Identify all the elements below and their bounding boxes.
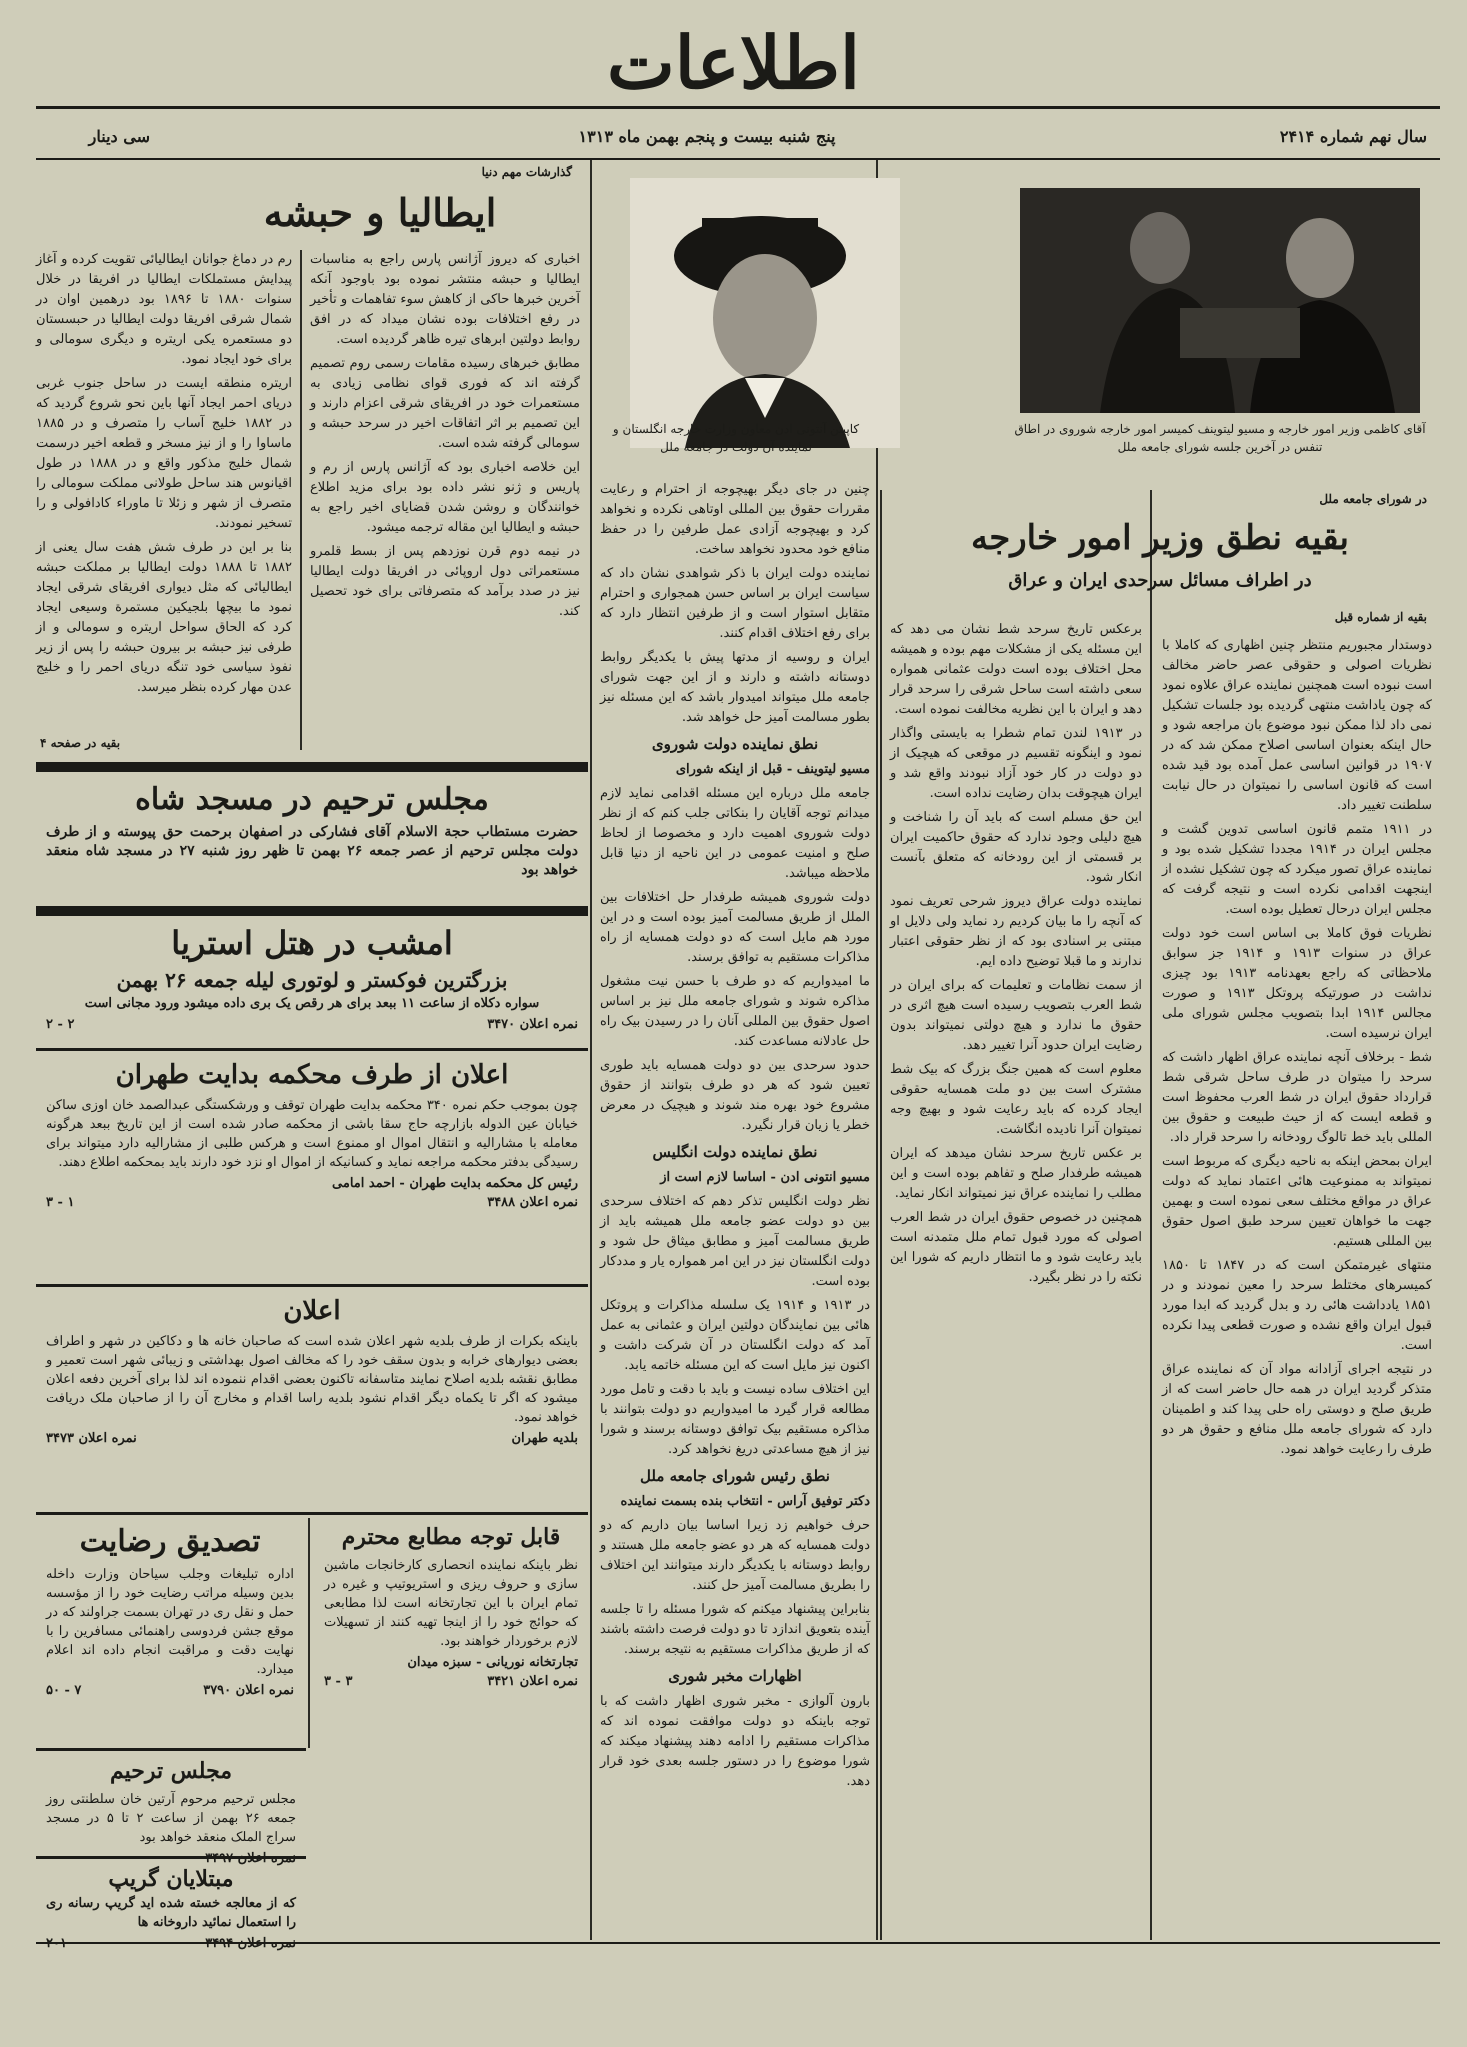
ad-court-notice [36,1054,588,1280]
ad-tasdiq-body: اداره تبلیغات وجلب سیاحان وزارت داخله بدین وسیله مراتب رضایت خود را از مؤسسه حمل و نقل ری در تهران بسمت جراولند که در موقع جشن فردوسی راهنمائی مسافرین را با نهایت دقت و مراقبت انجام داده اند اعلام میدارد. [46,1567,294,1677]
ad-astoria-code: ۲ - ۲ [46,1017,75,1032]
column-rule [880,490,882,1940]
ad-printing-body: نظر باینکه نماینده انحصاری کارخانجات ماشین سازی و حروف ریزی و استریوتیپ و غیره در تمام ایران با این تجارتخانه است لذا مطابعی که حوائج خود را از اینجا تهیه کنند از تسهیلات لازم برخوردار خواهند بود. [324,1558,578,1649]
council-president-heading: نطق رئیس شورای جامعه ملل [640,1467,830,1485]
photo-ministers-caption: آقای کاظمی وزیر امور خارجه و مسیو لیتوینف کمیسر امور خارجه شوروی در اطاق تنفس در آخرین جلسه شورای جامعه ملل [1014,422,1426,454]
page-bottom-rule [36,1942,1440,1944]
ad-rule [36,1748,306,1751]
eden-portrait-image [630,178,900,448]
speech-column-1: دوستدار مجبوریم منتظر چنین اظهاری که کاملا با نظریات اصولی و حقوقی عصر حاضر مخالف است نبوده است همچنین نماینده عراق علاوه نمود که چون یاداشت منتهی گردیده بود جلسات تشکیل نمی داد لذا ممکن نبود موضوع بان مراجعه شود و حال اینکه بعنوان اساسی اصلاح ممکن شد که در ۱۹۰۷ در قوانین اساسی عمل آمده بود قید شده است که قانون اساسی را نمیتوان در حال نیابت سلطنت تغییر داد. در ۱۹۱۱ متمم قانون اساسی تدوین گشت و مجلس ایران در ۱۹۱۴ مجددا تشکیل شده بود و نماینده عراق تصور میکرد که چون تشکیل نشده از اینجهت اقدامی نکرده است و نتیجه گرفت که مجلس ایران درحال تعطیل بوده است. نظریات فوق کاملا بی اساس است خود دولت عراق در سنوات ۱۹۱۳ و ۱۹۱۴ جز سوابق ملاحظاتی که راجع بعهدنامه ۱۹۱۳ بود چیزی نداشت در صورتیکه پروتکل ۱۹۱۳ و صورت مجالس ۱۹۱۴ ابدا بتصویب مجلس شورای ملی ایران نرسیده است. شط - برخلاف آنچه نماینده عراق اظهار داشت که سرحد را میتوان در طرف ساحل شرقی شط قرارداد حقوق ایران در شط العرب محفوظ است و قطعه ایست که از حیث طبیعت و حقوق بین المللی باید خط تالوگ رودخانه را سرحد قرار داد. ایران بمحض اینکه به ناحیه دیگری که مربوط است نمیتواند به ممنوعیت هائی اعتماد نماید که دولت عراق در مواقع مختلف سعی نموده است و بهمین جهت ما خواهان تعیین سرحد طبق اصول حقوق بین المللی هستیم. منتهای غیرمتمکن است که در ۱۸۴۷ تا ۱۸۵۰ کمیسرهای مختلط سرحد را معین نمودند و در ۱۸۵۱ یادداشت هائی رد و بدل گردید که ابدا مورد قبول ایران واقع نشده و صورت قطعی پیدا نکرده است. در نتیجه اجرای آزادانه مواد آن که نماینده عراق متذکر گردید ایران در همه حال حاضر است که از طریق صلح و دوستی راه حلی پیدا کند و اطمینان دارد که شورای جامعه ملل منافع و حقوق هر دو طرف را رعایت خواهد نمود. [1162,638,1433,1457]
column-rule [1150,490,1152,1940]
ad-grippe [36,1860,306,1944]
speech-section-label: در شورای جامعه ملل [1319,492,1427,506]
ad-notice-number: نمره اعلان ۳۴۷۳ [46,1431,137,1446]
speech-column-2: برعکس تاریخ سرحد شط نشان می دهد که این مسئله یکی از مشکلات مهم بوده و همیشه محل اختلاف بوده است دولت عثمانی همواره سعی داشته است ساحل شرقی را سرحد قرار دهد و ایران با این نظریه مخالفت نموده است. در ۱۹۱۳ لندن تمام شطرا به بایستی واگذار نمود و اینگونه تقسیم در موقعی که هیچیک از دو دولت در کار خود آزاد نبودند واقع شد و ایران هیچوقت بدان رضایت نداده است. این حق مسلم است که باید آن را شناخت و هیچ دلیلی وجود ندارد که حقوق حاکمیت ایران بر قسمتی از این رودخانه که متعلق بآنست انکار شود. نماینده دولت عراق دیروز شرحی تعریف نمود که آنچه را ما بیان کردیم رد نماید ولی دلایل او مبتنی بر اسنادی بود که از نظر حقوقی اعتبار ندارند و ما قبلا توضیح داده ایم. از سمت نظامات و تعلیمات که برای ایران در شط العرب بتصویب رسیده است هیچ اثری در حقوق ما ندارد و هیچ دولتی نمیتواند بدون رضایت ایران حدود آنرا تغییر دهد. معلوم است که همین جنگ بزرگ که بیک شط مشترک است بین دو ملت همسایه حقوقی ایجاد کرده که باید رعایت شود و بهیچ وجه نمیتوان آنرا نادیده انگاشت. بر عکس تاریخ سرحد نشان میدهد که ایران همیشه طرفدار صلح و تفاهم بوده است و این مطلب را نماینده عراق نیز نمیتواند انکار نماید. همچنین در خصوص حقوق ایران در شط العرب اصولی که مورد قبول تمام ملل متمدنه است باید رعایت شود و ما انتظار داریم که شورا این نکته را در نظر بگیرد. [890,622,1143,1285]
volume-number: سال نهم شماره ۲۴۱۴ [1279,126,1427,146]
soviet-column: چنین در جای دیگر بهیچوجه از احترام و رعایت مقررات حقوق بین المللی اوتاهی نکرده و نخواهد کرد و بهیچوجه آزادی عمل طرفین را در حفظ منافع خود محدود نخواهد ساخت. نماینده دولت ایران با ذکر شواهدی نشان داد که سیاست ایران بر اساس حسن همجواری و احترام متقابل استوار است و از طرفین انتظار دارد که برای رفع اختلاف اقدام کنند. ایران و روسیه از مدتها پیش با یکدیگر روابط دوستانه داشته و دارند و از این جهت شورای جامعه ملل میتواند امیدوار باشد که این مسئله نیز بطور مسالمت آمیز حل خواهد شد. نطق نماینده دولت شوروی مسیو لیتوینف - قبل از اینکه شورای جامعه ملل درباره این مسئله اقدامی نماید لازم میدانم توجه آقایان را بنکاتی جلب کنم که از نظر دولت شوروی اهمیت دارد و مخصوصا از لحاظ صلح و امنیت عمومی در این ناحیه از دنیا قابل ملاحظه میباشد. دولت شوروی همیشه طرفدار حل اختلافات بین الملل از طریق مسالمت آمیز بوده است و در این مورد هم مایل است که دو دولت همسایه از راه مذاکرات مستقیم به توافق برسند. ما امیدواریم که دو طرف با حسن نیت مشغول مذاکره شوند و شورای جامعه ملل نیز بر اساس اصول حقوق بین المللی آنان را در رسیدن بیک راه حل عادلانه مساعدت کند. حدود سرحدی بین دو دولت همسایه باید طوری تعیین شود که هر دو طرف بتوانند از حقوق مشروع خود بهره مند شوند و هیچیک در معرض خطر یا زیان قرار نگیرد. نطق نماینده دولت انگلیس مسیو انتونی ادن - اساسا لازم است از نظر دولت انگلیس تذکر دهم که اختلاف سرحدی بین دو دولت عضو جامعه ملل همیشه باید از طریق مسالمت آمیز و مطابق میثاق حل شود و دولت انگلستان نیز در این امر همواره یار و مددکار بوده است. در ۱۹۱۳ و ۱۹۱۴ یک سلسله مذاکرات و پروتکل هائی بین نمایندگان دولتین ایران و عثمانی به عمل آمد که دولت انگلستان در آن شرکت داشت و اکنون نیز مایل است که این مسئله خاتمه یابد. این اختلاف ساده نیست و باید با دقت و تامل مورد مطالعه قرار گیرد ما امیدواریم دو دولت بتوانند با مذاکره مستقیم بیک توافق دوستانه برسند و شورا نیز از هیچ مساعدتی دریغ نخواهد کرد. نطق رئیس شورای جامعه ملل دکتر توفیق آراس - انتخاب بنده بسمت نماینده حرف خواهیم زد زیرا اساسا بیان داریم که دو دولت همسایه که هر دو عضو جامعه ملل هستند و روابط دوستانه با یکدیگر دارند میتوانند این اختلاف را بطریق مسالمت آمیز حل کنند. بنابراین پیشنهاد میکنم که شورا مسئله را تا جلسه آینده بتعویق اندازد تا دو دولت فرصت داشته باشند که از طریق مذاکرات مستقیم به نتیجه برسند. اظهارات مخبر شوری بارون آلوازی - مخبر شوری اظهار داشت که با توجه باینکه دو دولت موافقت نموده اند که مذاکرات مستقیم را ادامه دهند پیشنهاد میکند که شورا موضوع را در دستور جلسه بعدی خود قرار دهد. [600,482,870,1789]
italy-headline: ایطالیا و حبشه [263,190,497,235]
ad-municipality-notice [36,1290,588,1510]
photo-eden [630,178,900,448]
ad-astoria [36,918,588,1046]
council-president-speaker: دکتر توفیق آراس - انتخاب بنده بسمت نماینده [620,1494,870,1509]
ad-astoria-number: نمره اعلان ۳۴۷۰ [487,1017,578,1032]
issue-price: سی دینار [88,126,150,146]
masthead-title: اطلاعات [607,20,860,105]
ad-court-signature: رئیس کل محکمه بدایت طهران - احمد امامی [332,1176,578,1191]
speech-headline: بقیه نطق وزیر امور خارجه [971,518,1349,558]
ad-astoria-body: سواره دکلاه از ساعت ۱۱ ببعد برای هر رقص یک بری داده میشود ورود مجانی است [84,996,540,1011]
ministers-photo-image [1020,188,1420,413]
ad-grippe-title: مبتلایان گریپ [108,1866,234,1892]
ad-mosque-body: حضرت مستطاب حجة الاسلام آقای فشارکی در اصفهان برحمت حق پیوسته و از طرف دولت مجلس ترحیم از عصر جمعه ۲۶ بهمن تا ظهر روز شنبه ۲۷ در مسجد شاه منعقد خواهد بود [46,824,579,878]
ad-rule [36,1512,588,1515]
ad-tasdiq [36,1518,304,1744]
ad-rule [36,1856,306,1859]
masthead-rule-top [36,106,1440,109]
ad-grippe-body: که از معالجه خسته شده اید گریپ رسانه ری را استعمال نمائید داروخانه ها [46,1896,296,1930]
column-rule [590,160,592,1940]
ad-printing-code: ۳ - ۳ [324,1674,353,1689]
british-speech-heading: نطق نماینده دولت انگلیس [652,1143,818,1161]
ad-court-code: ۱ - ۳ [46,1195,75,1210]
ad-mosque-memorial [36,776,588,902]
ad-notice-body: باینکه بکرات از طرف بلدیه شهر اعلان شده است که صاحبان خانه ها و دکاکین در شهر و اطراف بعضی دیوارهای خرابه و بدون سقف خود را که مخالف اصول بهداشتی و زیبائی شهر است تعمیر و مطابق نقشه بلدیه اصلاح نمایند متاسفانه تاکنون بعضی اقدام ننموده اند لذا برای آخرین دفعه اعلان میشود که اگر تا یکماه دیگر اقدام نشود بلدیه راسا اقدام و مخارج آن را از صاحبان ملک دریافت خواهد نمود. [46,1334,578,1425]
ad-rule [36,906,588,916]
ad-court-title: اعلان از طرف محکمه بدایت طهران [115,1060,509,1090]
masthead-rule-bottom [36,158,1440,160]
issue-date: پنج شنبه بیست و پنجم بهمن ماه ۱۳۱۳ [578,126,836,146]
ad-astoria-title: امشب در هتل استریا [171,924,453,962]
british-speaker: مسیو انتونی ادن - اساسا لازم است از [660,1170,870,1185]
ad-notice-title: اعلان [283,1296,341,1326]
column-rule [300,250,302,750]
ad-astoria-subtitle: بزرگترین فوکستر و لوتوری لیله جمعه ۲۶ بهمن [116,968,508,992]
photo-eden-caption: کاپیتن آنتونی ادن معاون وزارت خارجه انگلستان و نماینده آن دولت در جامعه ملل [612,422,860,454]
ad-printing [314,1518,588,1744]
soviet-speaker: مسیو لیتوینف - قبل از اینکه شورای [675,762,870,777]
ad-tarhim-body: مجلس ترحیم مرحوم آرتین خان سلطنتی روز جمعه ۲۶ بهمن از ساعت ۲ تا ۵ در مسجد سراج الملک منعقد خواهد بود [46,1792,296,1845]
ad-court-number: نمره اعلان ۳۴۸۸ [487,1195,578,1210]
ad-notice-signature: بلدیه طهران [511,1431,578,1446]
ad-court-body: چون بموجب حکم نمره ۳۴۰ محکمه بدایت طهران توقف و ورشکستگی عبدالصمد خان اوزی ساکن خیابان عین الدوله بازارچه حاج سقا باشی از محکمه صادر شده است از این تاریخ ببعد هرگونه معامله با مشارالیه و انتقال اموال او ممنوع است و هرکس طلبی از مشارالیه دارد میتواند برای رسیدگی بدفتر محکمه مراجعه نماید و کسانیکه از اموال او نزد خود دارند باید بمحکمه اطلاع دهند. [46,1098,578,1170]
ad-tarhim [36,1752,306,1852]
column-rule [308,1518,310,1748]
italy-section-label: گذارشات مهم دنیا [481,165,572,179]
italy-column-left: رم در دماغ جوانان ایطالیائی تقویت کرده و آغاز پیدایش مستملکات ایطالیا در افریقا در خلال سنوات ۱۸۸۰ تا ۱۸۹۶ بود درهمین اوان در شمال شرقی افریقا دولت ایطالیا در حبسستان دو مستعمره یکی اریتره و دیگری سومالی و برای خود ایجاد نمود. اریتره منطقه ایست در ساحل جنوب غربی دریای احمر ایجاد آنها باین نحو شروع گردید که در ۱۸۸۲ خلیج آساب را متصرف و در ۱۸۸۵ ماساوا را و از نیز مسخر و قطعه اخیر درسمت شمال خلیج مذکور واقع و در ۱۸۸۸ در طول اقیانوس هند ساحل طولانی مملکت سومالی را متصرف از شهر و زئلا تا ماوراء کادافولی و را تسخیر نمودند. بنا بر این در طرف شش هفت سال یعنی از ۱۸۸۲ تا ۱۸۸۸ دولت ایطالیا بر مملکت حبشه ایطالیائی که مثل دیواری افریقای شرقی ایجاد نمود ما بیچها بلجیکین مستمرة وسیعی ایجاد کرد که الحاق سواحل اریتره و سومالی و از طرفی نیز حبشه بر بیرون حبشه را پس از زیر نفوذ سیاسی خود تنگه دریای احمر را و خلیج عدن مهار کرده بنظر میرسد. [36,252,293,695]
ad-tasdiq-code: ۷ - ۵۰ [46,1683,82,1698]
ad-mosque-title: مجلس ترحیم در مسجد شاه [135,782,489,817]
soviet-speech-heading: نطق نماینده دولت شوروی [651,735,819,753]
ad-tasdiq-number: نمره اعلان ۳۷۹۰ [203,1683,294,1698]
ad-rule [36,1048,588,1051]
ad-tarhim-title: مجلس ترحیم [109,1758,233,1784]
speech-continued: بقیه از شماره قبل [1334,610,1427,624]
italy-continued: بقیه در صفحه ۴ [40,736,121,750]
speech-subheadline: در اطراف مسائل سرحدی ایران و عراق [1008,570,1312,591]
ad-rule [36,762,588,772]
ad-printing-number: نمره اعلان ۳۴۲۱ [487,1674,578,1689]
ad-rule [36,1284,588,1287]
ad-tasdiq-title: تصدیق رضایت [79,1524,261,1559]
ad-printing-signature: تجارتخانه نوریانی - سبزه میدان [407,1655,578,1670]
photo-ministers [1020,188,1420,413]
italy-column-right: اخباری که دیروز آژانس پارس راجع به مناسبات ایطالیا و حبشه منتشر نموده بود باوجود آنکه آخرین خبرها حاکی از کاهش سوء تفاهمات و تأخیر در رفع اختلافات بوده نشان میداد که در افق روابط دولتین ابرهای تیره ظاهر گردیده است. مطابق خبرهای رسیده مقامات رسمی روم تصمیم گرفته اند که فوری قوای نظامی زیادی به مستعمرات خود در افریقای شرقی اعزام دارند و این تصمیم بر اثر اتفاقات اخیر در سرحد حبشه و سومالی گرفته شده است. این خلاصه اخباری بود که آژانس پارس از رم و پاریس و ژنو نشر داده بود برای مزید اطلاع خوانندگان و روشن شدن قضایای اخیر راجع به حبشه و ایطالیا این مقاله ترجمه میشود. در نیمه دوم قرن نوزدهم پس از بسط قلمرو مستعمراتی دول اروپائی در افریقا دولت ایطالیا نیز در صدد برآمد که متصرفاتی برای خود تحصیل کند. [310,252,580,619]
ad-printing-title: قابل توجه مطابع محترم [341,1524,561,1550]
rapporteur-heading: اظهارات مخبر شوری [668,1667,802,1685]
